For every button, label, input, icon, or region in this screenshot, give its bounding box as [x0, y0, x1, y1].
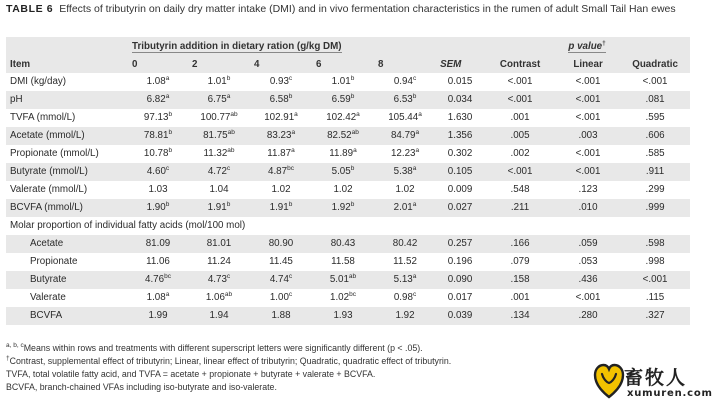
dose-value-cell: 5.05$^b$ — [312, 163, 374, 181]
dose-value-cell: 6.82$^a$ — [128, 91, 188, 109]
table-caption — [6, 3, 690, 16]
significance-letter: ab — [351, 129, 359, 136]
dose-value-cell: 102.42$^a$ — [326, 111, 360, 123]
pvalue-cell: <.001 — [556, 163, 620, 181]
significance-letter: bc — [164, 273, 171, 280]
significance-letter: b — [350, 201, 355, 208]
col-dose: 6 — [312, 56, 374, 73]
sem-cell: 0.257 — [436, 235, 484, 253]
section-row — [6, 217, 690, 235]
dose-value-cell: 6.58$^b$ — [250, 91, 312, 109]
sem-cell: 1.630 — [447, 112, 473, 123]
significance-letter: a — [356, 111, 360, 118]
dose-value-cell: 11.45 — [269, 256, 293, 267]
significance-letter: c — [288, 291, 293, 298]
dose-value-cell: 1.92 — [374, 307, 436, 325]
dose-value-cell: 81.75$^{ab}$ — [188, 127, 250, 145]
significance-letter: a — [412, 201, 417, 208]
dose-value-cell: 97.13$^b$ — [143, 111, 173, 123]
table-row — [6, 73, 690, 91]
heart-drop-icon — [594, 364, 624, 398]
sem-cell: 1.356 — [436, 127, 484, 145]
dose-value-cell: 11.87$^a$ — [267, 147, 295, 159]
col-dose: 0 — [128, 56, 188, 73]
sem-cell: 0.015 — [447, 76, 473, 87]
dose-value-cell: 4.87$^{bc}$ — [250, 163, 312, 181]
footnote: †Contrast, supplemental effect of tributyrin; Linear, linear effect of tributyrin; Quadratic, quadratic effect of tributyrin. — [6, 355, 452, 366]
sem-cell: 0.009 — [447, 184, 473, 195]
data-table — [6, 37, 690, 325]
table-header — [6, 37, 690, 73]
significance-letter: b — [412, 93, 417, 100]
row-label: Valerate (mmol/L) — [10, 184, 88, 195]
dose-value-cell: 1.02 — [271, 184, 291, 195]
col-linear: Linear — [556, 56, 620, 73]
col-dose: 2 — [188, 56, 250, 73]
row-label: Butyrate (mmol/L) — [6, 163, 128, 181]
logo-chinese-text: 畜牧人 — [624, 367, 688, 389]
pvalue-cell: <.001 — [575, 148, 601, 159]
significance-letter: b — [350, 93, 355, 100]
table-row — [6, 127, 690, 145]
significance-letter: b — [350, 75, 355, 82]
significance-letter: b — [168, 147, 173, 154]
significance-letter: c — [226, 165, 231, 172]
row-label: Valerate — [30, 292, 66, 303]
row-label: BCVFA — [6, 307, 128, 325]
pvalue-cell: .585 — [645, 148, 665, 159]
dose-value-cell: 11.89$^a$ — [329, 147, 357, 159]
dose-value-cell: 11.24 — [207, 256, 231, 267]
dose-value-cell: 1.91$^b$ — [188, 199, 250, 217]
dose-value-cell: 4.74$^c$ — [250, 271, 312, 289]
pvalue-cell: .595 — [645, 112, 665, 123]
table-body — [6, 73, 690, 325]
table-row — [6, 91, 690, 109]
pvalue-cell: .166 — [484, 235, 556, 253]
dose-value-cell: 1.90$^b$ — [128, 199, 188, 217]
pvalue-cell: .115 — [645, 292, 665, 303]
dose-value-cell: 83.23$^a$ — [250, 127, 312, 145]
significance-letter: ab — [348, 273, 357, 280]
pvalue-cell: <.001 — [575, 76, 601, 87]
dose-value-cell: 11.52 — [393, 256, 417, 267]
row-label: Acetate (mmol/L) — [6, 127, 128, 145]
significance-letter: ab — [224, 291, 233, 298]
dose-value-cell: 4.72$^c$ — [188, 163, 250, 181]
dose-value-cell: 12.23$^a$ — [390, 147, 420, 159]
dose-value-cell: 1.01$^b$ — [331, 75, 355, 87]
section-label: Molar proportion of individual fatty acids (mol/100 mol) — [6, 217, 690, 235]
row-label: DMI (kg/day) — [10, 76, 67, 87]
table-title: Effects of tributyrin on daily dry matter intake (DMI) and in vivo fermentation characteristics in the rumen of adult Small Tail Han ewes — [59, 3, 676, 15]
pvalue-group-label: p value† — [568, 40, 606, 52]
row-label: Acetate — [6, 235, 128, 253]
significance-letter: a — [412, 165, 417, 172]
significance-letter: a — [412, 273, 417, 280]
significance-letter: a — [415, 147, 420, 154]
col-dose: 4 — [250, 56, 312, 73]
dose-value-cell: 1.88 — [250, 307, 312, 325]
dose-value-cell: 1.94 — [188, 307, 250, 325]
significance-letter: b — [165, 201, 170, 208]
footnote: $^{a, b, c}$Means within rows and treatments with different superscript letters were significantly different (p < .05). — [6, 342, 423, 353]
dose-value-cell: 1.02 — [333, 184, 353, 195]
row-label: pH — [6, 91, 128, 109]
pvalue-cell: .001 — [510, 112, 530, 123]
dose-value-cell: 0.98$^c$ — [393, 291, 417, 303]
significance-letter: ab — [227, 129, 235, 136]
sem-cell: 0.090 — [436, 271, 484, 289]
table-row — [6, 109, 690, 127]
significance-letter: b — [350, 165, 355, 172]
dose-value-cell: 105.44$^a$ — [388, 111, 422, 123]
sem-cell: 0.105 — [436, 163, 484, 181]
dose-value-cell: 80.42 — [374, 235, 436, 253]
pvalue-cell: .079 — [510, 256, 530, 267]
pvalue-cell: .299 — [645, 184, 665, 195]
pvalue-cell: .211 — [484, 199, 556, 217]
significance-letter: a — [353, 147, 357, 154]
dose-value-cell: 6.53$^b$ — [374, 91, 436, 109]
significance-letter: b — [288, 93, 293, 100]
significance-letter: b — [226, 75, 231, 82]
table-row — [6, 289, 690, 307]
dose-value-cell: 0.94$^c$ — [393, 75, 417, 87]
dose-value-cell: 4.60$^c$ — [128, 163, 188, 181]
pvalue-cell: .010 — [556, 199, 620, 217]
dose-value-cell: 4.76$^{bc}$ — [128, 271, 188, 289]
dose-value-cell: 1.06$^{ab}$ — [205, 291, 233, 303]
significance-letter: b — [226, 201, 231, 208]
table-row — [6, 235, 690, 253]
row-label: Butyrate — [6, 271, 128, 289]
significance-letter: c — [412, 75, 417, 82]
pvalue-cell: .053 — [578, 256, 598, 267]
col-quadratic: Quadratic — [620, 56, 690, 73]
pvalue-cell: .002 — [510, 148, 530, 159]
sem-cell: 0.027 — [436, 199, 484, 217]
pvalue-cell: .327 — [620, 307, 690, 325]
table-row — [6, 271, 690, 289]
significance-letter: b — [168, 129, 173, 136]
footnote: TVFA, total volatile fatty acid, and TVFA = acetate + propionate + butyrate + valerate + BCVFA. — [6, 369, 376, 379]
table-row — [6, 253, 690, 271]
pvalue-cell: .998 — [645, 256, 665, 267]
dose-value-cell: 5.01$^{ab}$ — [312, 271, 374, 289]
significance-letter: c — [226, 273, 231, 280]
dose-value-cell: 11.06 — [146, 256, 170, 267]
sem-cell: 0.039 — [436, 307, 484, 325]
col-item: Item — [6, 56, 128, 73]
footnote: BCVFA, branch-chained VFAs including iso-butyrate and iso-valerate. — [6, 382, 277, 392]
table-row — [6, 145, 690, 163]
table-row — [6, 163, 690, 181]
dose-value-cell: 1.01$^b$ — [207, 75, 231, 87]
pvalue-cell: .436 — [556, 271, 620, 289]
pvalue-cell: <.001 — [507, 76, 533, 87]
table-row — [6, 307, 690, 325]
pvalue-cell: .001 — [510, 292, 530, 303]
dose-value-cell: 1.03 — [148, 184, 168, 195]
sem-cell: 0.196 — [447, 256, 473, 267]
dose-value-cell: 80.43 — [312, 235, 374, 253]
dose-value-cell: 11.32$^{ab}$ — [203, 147, 235, 159]
significance-letter: a — [291, 147, 295, 154]
pvalue-cell: <.001 — [575, 292, 601, 303]
dose-value-cell: 5.13$^a$ — [374, 271, 436, 289]
significance-letter: c — [412, 291, 417, 298]
pvalue-cell: .059 — [556, 235, 620, 253]
pvalue-cell: <.001 — [620, 271, 690, 289]
pvalue-cell: .280 — [556, 307, 620, 325]
significance-letter: a — [165, 75, 170, 82]
dose-value-cell: 82.52$^{ab}$ — [312, 127, 374, 145]
sem-cell: 0.017 — [447, 292, 473, 303]
row-label: BCVFA (mmol/L) — [6, 199, 128, 217]
dose-value-cell: 80.90 — [250, 235, 312, 253]
significance-letter: a — [165, 93, 170, 100]
row-label: Propionate (mmol/L) — [10, 148, 99, 159]
significance-letter: bc — [287, 165, 294, 172]
significance-letter: a — [415, 129, 420, 136]
pvalue-cell: .911 — [620, 163, 690, 181]
pvalue-cell: <.001 — [575, 112, 601, 123]
pvalue-cell: .158 — [484, 271, 556, 289]
dose-value-cell: 2.01$^a$ — [374, 199, 436, 217]
column-headers — [6, 56, 690, 73]
col-contrast: Contrast — [484, 56, 556, 73]
pvalue-cell: <.001 — [484, 163, 556, 181]
table-row — [6, 199, 690, 217]
dose-value-cell: 1.08$^a$ — [146, 75, 170, 87]
pvalue-cell: .134 — [484, 307, 556, 325]
significance-letter: b — [168, 111, 173, 118]
dose-value-cell: 6.59$^b$ — [312, 91, 374, 109]
significance-letter: b — [288, 201, 293, 208]
dose-value-cell: 81.09 — [128, 235, 188, 253]
pvalue-cell: .606 — [620, 127, 690, 145]
col-dose: 8 — [374, 56, 436, 73]
dose-value-cell: 11.58 — [331, 256, 355, 267]
pvalue-cell: .081 — [620, 91, 690, 109]
significance-letter: ab — [230, 111, 238, 118]
dose-value-cell: 1.08$^a$ — [146, 291, 170, 303]
table-row — [6, 181, 690, 199]
dose-value-cell: 78.81$^b$ — [128, 127, 188, 145]
pvalue-cell: <.001 — [556, 91, 620, 109]
dose-value-cell: 10.78$^b$ — [143, 147, 173, 159]
row-label: TVFA (mmol/L) — [10, 112, 76, 123]
dose-value-cell: 1.93 — [312, 307, 374, 325]
dose-value-cell: 1.00$^c$ — [269, 291, 293, 303]
dose-value-cell: 102.91$^a$ — [264, 111, 298, 123]
pvalue-cell: .003 — [556, 127, 620, 145]
significance-letter: a — [418, 111, 422, 118]
dose-value-cell: 6.75$^a$ — [188, 91, 250, 109]
dose-value-cell: 0.93$^c$ — [269, 75, 293, 87]
pvalue-cell: .548 — [510, 184, 530, 195]
dose-value-cell: 1.04 — [209, 184, 229, 195]
significance-letter: c — [288, 75, 293, 82]
row-label: Propionate — [30, 256, 78, 267]
pvalue-cell: .598 — [620, 235, 690, 253]
dose-value-cell: 1.02$^{bc}$ — [330, 291, 356, 303]
col-sem: SEM — [436, 56, 484, 73]
dose-value-cell: 4.73$^c$ — [188, 271, 250, 289]
significance-letter: bc — [349, 291, 356, 298]
pvalue-cell: .999 — [620, 199, 690, 217]
significance-letter: a — [165, 291, 170, 298]
pvalue-cell: .123 — [578, 184, 598, 195]
logo-domain-text: xumuren.com — [627, 388, 713, 399]
significance-letter: c — [288, 273, 293, 280]
dose-value-cell: 81.01 — [188, 235, 250, 253]
dose-value-cell: 1.02 — [395, 184, 415, 195]
dose-value-cell: 1.92$^b$ — [312, 199, 374, 217]
significance-letter: a — [294, 111, 298, 118]
dose-value-cell: 84.79$^a$ — [374, 127, 436, 145]
dose-value-cell: 1.91$^b$ — [250, 199, 312, 217]
sem-cell: 0.302 — [447, 148, 473, 159]
sem-cell: 0.034 — [436, 91, 484, 109]
pvalue-cell: <.001 — [642, 76, 668, 87]
significance-letter: a — [226, 93, 231, 100]
significance-letter: ab — [227, 147, 235, 154]
dose-value-cell: 5.38$^a$ — [374, 163, 436, 181]
pvalue-cell: <.001 — [484, 91, 556, 109]
table-footnotes — [6, 342, 606, 394]
dose-value-cell: 100.77$^{ab}$ — [200, 111, 238, 123]
table-label: TABLE 6 — [6, 3, 54, 15]
dose-value-cell: 1.99 — [128, 307, 188, 325]
dose-group-label: Tributyrin addition in dietary ration (g/kg DM) — [132, 41, 342, 52]
site-watermark-logo — [594, 362, 713, 404]
pvalue-cell: .005 — [484, 127, 556, 145]
significance-letter: c — [165, 165, 170, 172]
significance-letter: a — [291, 129, 296, 136]
